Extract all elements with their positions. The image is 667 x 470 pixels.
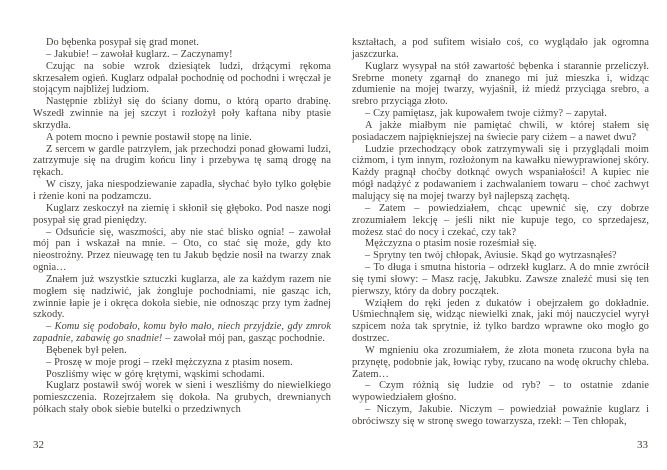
paragraph (33, 227, 331, 274)
text-segment: – Odsuńcie się, waszmości, aby nie stać blisko ognia! – zawołał mój pan i wskazał na mnie. – Oto, co stać się może, gdy kto nieostrożny. Przez nieuwagę ten tu Jakub będzie nosił na twarzy znak ognia… (33, 226, 331, 274)
text-segment: Do bębenka posypał się grad monet. (46, 37, 200, 48)
paragraph (33, 369, 331, 381)
text-segment: Ludzie przechodzący obok zatrzymywali się i przyglądali moim ciżmom, i tym innym, rozłożonym na kawałku niewyprawionej skóry. Każdy pragnął choćby dotknąć owych wspaniałości! A kupiec nie mógł nadążyć z podawaniem i zachwalaniem towaru – choć zachwyt malujący się na mojej twarzy był najlepszą zachętą. (352, 143, 649, 202)
page-right-number: 33 (637, 439, 648, 451)
paragraph (352, 120, 649, 144)
text-segment: Mężczyzna o ptasim nosie roześmiał się. (365, 238, 537, 250)
paragraph (33, 345, 331, 357)
text-segment: – Zatem – powiedziałem, chcąc upewnić się, czy dobrze zrozumiałem lekcję – jeśli nikt nie kupuje tego, co sprzedajesz, możesz stać do nocy i czekać, czy tak? (352, 202, 649, 238)
text-segment: – To długa i smutna historia – odrzekł kuglarz. A do mnie zwrócił się tymi słowy: – Masz rację, Jakubku. Zawsze znaleźć musi się ten pierwszy, który da dobry początek. (352, 262, 649, 297)
paragraph (33, 357, 331, 369)
text-segment: Wziąłem do ręki jeden z dukatów i obejrzałem go dokładnie. Uśmiechnąłem się, widząc niewielki znak, jaki mój nauczyciel wyrył szpicem noża tak sprytnie, iż tylko bardzo wprawne oko mogło go dostrzec. (352, 297, 649, 345)
text-segment: Kuglarz wysypał na stół zawartość bębenka i starannie przeliczył. Srebrne monety zgarnął do znanego mi już mieszka i, widząc zdumienie na mojej twarzy, wyjaśnił, iż miedź przyciąga srebro, a srebro przyciąga złoto. (352, 60, 649, 108)
page-left-text (33, 37, 331, 416)
text-segment: kształtach, a pod sufitem wisiało coś, co wyglądało jak ogromna jaszczurka. (352, 37, 649, 60)
text-segment: Kuglarz zeskoczył na ziemię i skłonił się głęboko. Pod nasze nogi posypał się grad pieniędzy. (33, 202, 331, 226)
paragraph (352, 298, 649, 345)
paragraph (352, 108, 649, 120)
text-segment: W mgnieniu oka zrozumiałem, że złota moneta rzucona była na przynętę, podobnie jak, łowiąc ryby, rzucano na wodę okruchy chleba. Zatem… (352, 344, 649, 380)
paragraph (352, 262, 649, 298)
page-left (33, 0, 331, 470)
paragraph (352, 250, 649, 262)
paragraph (352, 238, 649, 250)
text-segment: – Czy pamiętasz, jak kupowałem twoje ciżmy? – zapytał. (365, 108, 607, 120)
text-segment: Poszliśmy więc w górę krętymi, wąskimi schodami. (46, 368, 265, 380)
text-segment: A potem mocno i pewnie postawił stopę na linie. (46, 131, 252, 143)
text-segment: – Niczym, Jakubie. Niczym – powiedział poważnie kuglarz i obróciwszy się w stronę swego towarzysza, rzekł: – Ten chłopak, (352, 404, 649, 427)
paragraph (352, 61, 649, 108)
text-segment: Znałem już wszystkie sztuczki kuglarza, ale za każdym razem nie mogłem się nadziwić, jak żongluje pochodniami, nie gasząc ich, zwinnie łapie je i okręca dokoła siebie, nie odnosząc przy tym żadnej szkody. (33, 273, 331, 321)
paragraph (33, 61, 331, 97)
text-segment: Czując na sobie wzrok dziesiątek ludzi, drżącymi rękoma skrzesałem ogień. Kuglarz odpalał pochodnię od pochodni i wręczał je stojącym najbliżej ludziom. (33, 60, 331, 96)
text-segment: W ciszy, jaka niespodziewanie zapadła, słychać było tylko gołębie i rżenie koni na podzamczu. (33, 179, 331, 202)
paragraph (352, 404, 649, 428)
paragraph (33, 321, 331, 345)
text-segment: – Jakubie! – zawołał kuglarz. – Zaczynamy! (46, 48, 233, 60)
page-right-text (352, 37, 649, 428)
page-left-number: 32 (33, 439, 44, 451)
paragraph (352, 203, 649, 239)
page-right (352, 0, 649, 470)
text-segment: – Komu się podobało, komu było mało, niech przyjdzie, gdy zmrok zapadnie, zabawię go snadnie! (33, 321, 331, 345)
paragraph (33, 132, 331, 144)
paragraph (33, 144, 331, 180)
text-segment: Bębenek był pełen. (46, 344, 127, 356)
text-segment: – Sprytny ten twój chłopak, Aviusie. Skąd go wytrzasnąłeś? (365, 250, 617, 262)
paragraph (352, 37, 649, 61)
text-segment: A jakże miałbym nie pamiętać chwili, w której stałem się posiadaczem najpiękniejszej na świecie pary ciżem – a nawet dwu? (352, 119, 649, 143)
paragraph (33, 37, 331, 49)
text-segment: – Proszę w moje progi – rzekł mężczyzna z ptasim nosem. (46, 356, 293, 368)
paragraph (352, 380, 649, 404)
paragraph (33, 380, 331, 416)
text-segment: – Czym różnią się ludzie od ryb? – to ostatnie zdanie wypowiedziałem głośno. (352, 380, 649, 404)
text-segment: Kuglarz postawił swój worek w sieni i weszliśmy do niewielkiego pomieszczenia. Rozejrzałem się dokoła. Na grubych, drewnianych półkach stały obok siebie butelki o przedziwnych (33, 380, 331, 416)
paragraph (352, 345, 649, 381)
text-segment: Z sercem w gardle patrzyłem, jak przechodzi ponad głowami ludzi, zatrzymuje się na drugim końcu liny i przebywa tę samą drogę na rękach. (33, 143, 331, 179)
paragraph (33, 179, 331, 203)
paragraph (33, 49, 331, 61)
text-segment: Następnie zbliżył się do ściany domu, o którą oparto drabinę. Wszedł zwinnie na jej szczyt i rozłożył poły kaftana niby ptasie skrzydła. (33, 96, 331, 131)
paragraph (33, 274, 331, 321)
paragraph (352, 144, 649, 203)
paragraph (33, 96, 331, 132)
paragraph (33, 203, 331, 227)
text-segment: – zawołał mój pan, gasząc pochodnie. (162, 333, 325, 345)
